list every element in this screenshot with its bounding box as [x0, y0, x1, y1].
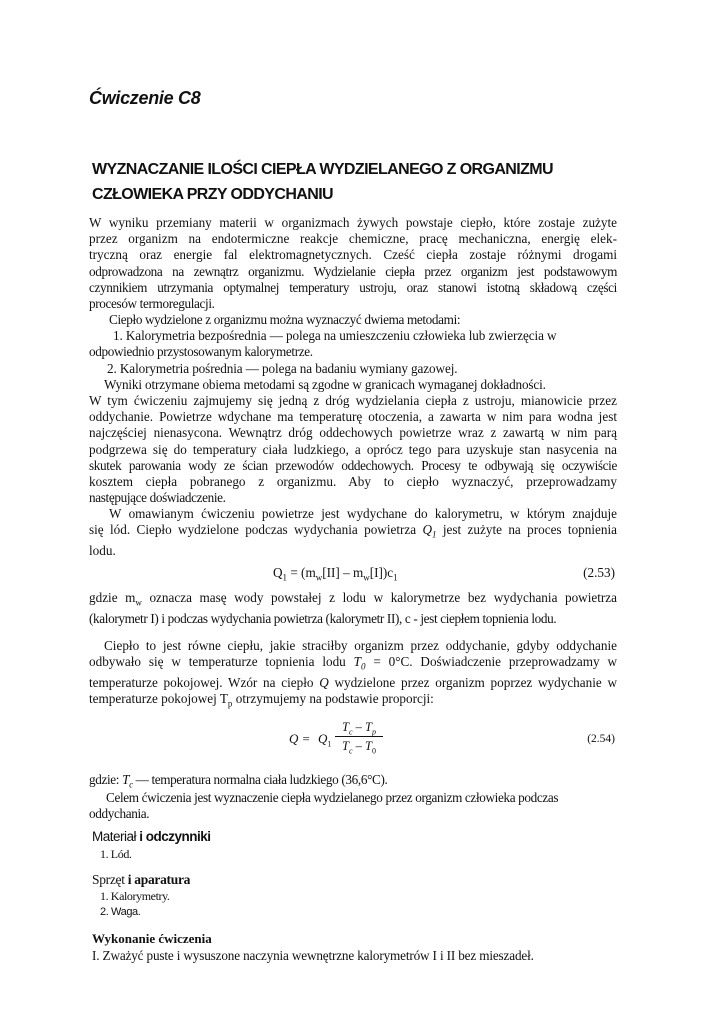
para4-line-2: odbywało się w temperaturze topnienia lodu $T_0 = 0^\circ C$. Doświadczenie przeprowadzamy w [89, 654, 617, 672]
equation-2-54-q1: $Q_1$ [318, 731, 332, 749]
where1-line-2: (kalorymetr I) i podczas wydychania powietrza (kalorymetr II), c - jest ciepłem topnienia lodu. [89, 610, 557, 626]
para2-line-2: oddychanie. Powietrze wdychane ma temperaturę otoczenia, a zawarta w nim para wodna jest [89, 409, 617, 425]
equipment-heading: Sprzęt i aparatura [92, 872, 191, 887]
para2-line-7: następujące doświadczenie. [89, 490, 226, 506]
procedure-item-1: I. Zważyć puste i wysuszone naczynia wewnętrzne kalorymetrów I i II bez mieszadeł. [92, 948, 534, 963]
methods-section [89, 312, 617, 393]
para2-line-4: podgrzewa się do temperatury ciała ludzkiego, a oprócz tego para uzyskuje stan nasycenia na [89, 441, 617, 457]
equation-2-54-fraction [335, 718, 383, 755]
intro-line-1: W wyniku przemiany materii w organizmach żywych powstaje ciepło, które zostaje zużyte [89, 215, 617, 230]
equation-2-53 [89, 565, 617, 583]
intro-line-6: procesów termoregulacji. [89, 296, 215, 312]
where1-line-1: gdzie $m_w$ oznacza masę wody powstałej z lodu w kalorymetrze bez wydychania powietrza [89, 590, 617, 608]
where2-line: gdzie: $T_c$ — temperatura normalna ciała ludzkiego (36,6°C). [89, 772, 388, 790]
fraction-numerator: $T_c - T_p$ [342, 720, 376, 737]
intro-line-3: tryczną oraz energie fal elektromagnetycznych. Cześć ciepła zostaje różnymi drogami [89, 247, 617, 263]
para3-line-2: się lód. Ciepło wydzielone podczas wydychania powietrza $Q_1$ jest zużyte na proces topnienia [89, 522, 617, 540]
method-2: 2. Kalorymetria pośrednia — polega na badaniu wymiany gazowej. [107, 360, 458, 376]
method-1-line-1: 1. Kalorymetria bezpośrednia — polega na umieszczeniu człowieka lub zwierzęcia w [113, 328, 557, 344]
main-title-line-1: WYZNACZANIE ILOŚCI CIEPŁA WYDZIELANEGO Z ORGANIZMU [92, 161, 553, 178]
equipment-item-2: 2. Waga. [100, 906, 141, 918]
para4-line-3: temperaturze pokojowej. Wzór na ciepło Q wydzielone przez organizm poprzez wydychanie w [89, 675, 617, 691]
main-title [92, 157, 632, 207]
para3-line-1: W omawianym ćwiczeniu powietrze jest wydychane do kalorymetru, w którym znajduje [109, 506, 617, 521]
exercise-title: Ćwiczenie C8 [89, 88, 201, 108]
paragraph-2 [89, 393, 617, 506]
intro-paragraph [89, 215, 617, 312]
goal-line-2: oddychania. [89, 806, 150, 822]
materials-item-1: 1. Lód. [100, 847, 132, 861]
para2-line-1: W tym ćwiczeniu zajmujemy się jedną z dróg wydzielania ciepła z ustroju, mianowicie przez [89, 393, 617, 408]
intro-line-2: przez organizm na endotermiczne reakcje chemiczne, pracę mechaniczna, energię elek- [89, 231, 617, 247]
equipment-item-1: 1. Kalorymetry. [100, 889, 170, 903]
paragraph-3 [89, 506, 617, 559]
para2-line-6: kosztem ciepła pobranego z organizmu. Aby to ciepło wyznaczyć, przeprowadzamy [89, 474, 617, 490]
methods-results: Wyniki otrzymane obiema metodami są zgodne w granicach wymaganej dokładności. [104, 376, 546, 392]
goal-line-1: Celem ćwiczenia jest wyznaczenie ciepła wydzielanego przez organizm człowieka podczas [106, 790, 559, 805]
goal-paragraph [89, 790, 617, 822]
where-1 [89, 590, 617, 627]
method-1-line-2: odpowiednio przystosowanym kalorymetrze. [89, 344, 313, 360]
methods-intro: Ciepło wydzielone z organizmu można wyznaczyć dwiema metodami: [109, 312, 461, 327]
intro-line-5: czynnikiem utrzymania optymalnej temperatury ustroju, oraz stanowi istotną składową części [89, 279, 617, 295]
para2-line-5: skutek parowania wody ze ścian przewodów oddechowych. Procesy te odbywają się oczywiście [89, 457, 617, 473]
equation-2-53-formula: $Q_1 = (m_w[II] - m_w[I])c_1$ [273, 565, 398, 583]
para2-line-3: najczęściej nienasycona. Wewnątrz dróg oddechowych powietrze wraz z zawartą w nim parą [89, 425, 617, 441]
main-title-line-2: CZŁOWIEKA PRZY ODDYCHANIU [92, 186, 334, 203]
equation-2-53-number: (2.53) [583, 565, 615, 580]
equation-2-54 [89, 718, 617, 762]
paragraph-4 [89, 638, 617, 712]
materials-heading: Materiał i odczynniki [92, 829, 211, 844]
intro-line-4: odprowadzona na zewnątrz organizmu. Wydzielanie ciepła przez organizm jest podstawowym [89, 263, 617, 279]
para4-line-1: Ciepło to jest równe ciepłu, jakie straciłby organizm przez oddychanie, gdyby oddychanie [104, 638, 617, 653]
fraction-denominator: $T_c - T_0$ [342, 739, 376, 756]
equation-2-54-lhs: Q = [289, 731, 311, 746]
para4-line-4: temperaturze pokojowej $T_p$ otrzymujemy na podstawie proporcji: [89, 691, 434, 709]
procedure-heading: Wykonanie ćwiczenia [92, 931, 212, 946]
para3-line-3: lodu. [89, 543, 116, 559]
equation-2-54-number: (2.54) [587, 733, 615, 745]
